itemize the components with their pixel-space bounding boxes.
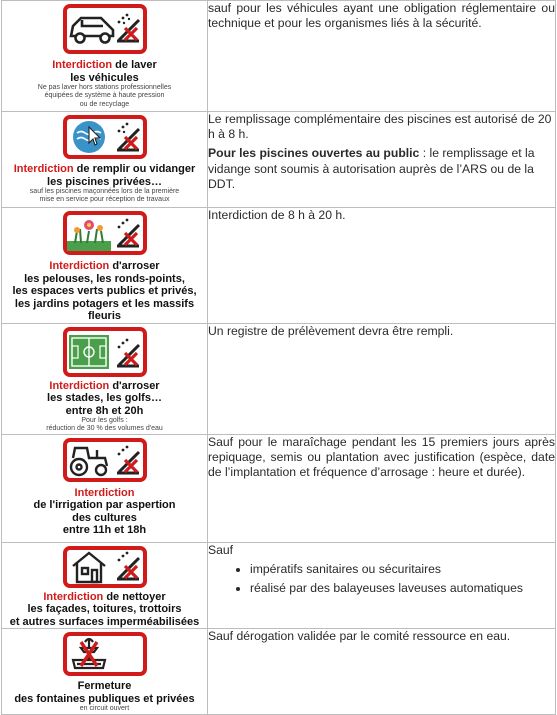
pictogram-caption: Interdiction de nettoyer les façades, toitures, trottoirs et autres surfaces imperméabilisées xyxy=(9,590,200,628)
table-row xyxy=(2,323,556,434)
table-row xyxy=(2,1,556,112)
pictogram-cell xyxy=(2,542,208,629)
table-row xyxy=(2,434,556,542)
table-row xyxy=(2,112,556,208)
list-item: • impératifs sanitaires ou sécuritaires xyxy=(250,562,555,577)
pictogram-note: sauf les piscines maçonnées lors de la première mise en service pour réception de travaux xyxy=(29,188,180,204)
condition-text: Le remplissage complémentaire des piscines est autorisé de 20 h à 8 h. Pour les piscines ouvertes au public : le remplissage et la vidange sont soumis à autorisation auprès de l’ARS ou de la DDT. xyxy=(208,112,556,208)
pictogram-note: Pour les golfs : réduction de 30 % des volumes d'eau xyxy=(46,417,163,433)
pictogram-cell xyxy=(2,434,208,542)
pictogram-cell xyxy=(2,629,208,714)
pictogram-cell xyxy=(2,1,208,112)
house-cleaning-icon xyxy=(63,546,147,588)
pictogram-caption: Interdiction de remplir ou vidanger les piscines privées… xyxy=(13,163,196,188)
table-row xyxy=(2,542,556,629)
condition-text: Sauf dérogation validée par le comité ressource en eau. xyxy=(208,629,556,714)
stadium-icon xyxy=(63,327,147,377)
condition-text: Un registre de prélèvement devra être rempli. xyxy=(208,323,556,434)
condition-text: Sauf • impératifs sanitaires ou sécuritaires • réalisé par des balayeuses laveuses automatiques xyxy=(208,542,556,629)
pictogram-cell xyxy=(2,208,208,324)
condition-text: Sauf pour le maraîchage pendant les 15 premiers jours après repiquage, semis ou plantation avec justification (espèce, date de l’implantation et fréquence d’arrosage : heure et durée). xyxy=(208,434,556,542)
condition-text: Interdiction de 8 h à 20 h. xyxy=(208,208,556,324)
pictogram-caption: Interdiction de l'irrigation par aspertion des cultures entre 11h et 18h xyxy=(33,486,176,537)
table-row xyxy=(2,629,556,714)
pictogram-note: en circuit ouvert xyxy=(79,705,130,713)
restrictions-table xyxy=(1,0,556,715)
pictogram-caption: Interdiction d'arroser les stades, les golfs… entre 8h et 20h xyxy=(47,379,162,417)
tractor-irrigation-icon xyxy=(63,438,147,482)
pictogram-note: Ne pas laver hors stations professionnelles équipées de système à haute pression ou de recyclage xyxy=(37,84,172,108)
flower-watering-icon xyxy=(63,211,147,255)
pictogram-caption: Interdiction de laver les véhicules xyxy=(52,59,157,84)
car-wash-icon xyxy=(63,4,147,54)
pool-icon xyxy=(63,115,147,159)
list-item: • réalisé par des balayeuses laveuses automatiques xyxy=(250,581,555,596)
condition-text: sauf pour les véhicules ayant une obligation réglementaire ou technique et pour les organismes liés à la sécurité. xyxy=(208,1,556,112)
pictogram-cell xyxy=(2,112,208,208)
table-row xyxy=(2,208,556,324)
pictogram-cell xyxy=(2,323,208,434)
fountain-icon xyxy=(63,632,147,676)
pictogram-caption: Fermeture des fontaines publiques et privées xyxy=(14,680,195,705)
pictogram-caption: Interdiction d'arroser les pelouses, les ronds-points, les espaces verts publics et privés, les jardins potagers et les massifs fleuris xyxy=(12,260,197,322)
exception-list xyxy=(208,562,555,596)
